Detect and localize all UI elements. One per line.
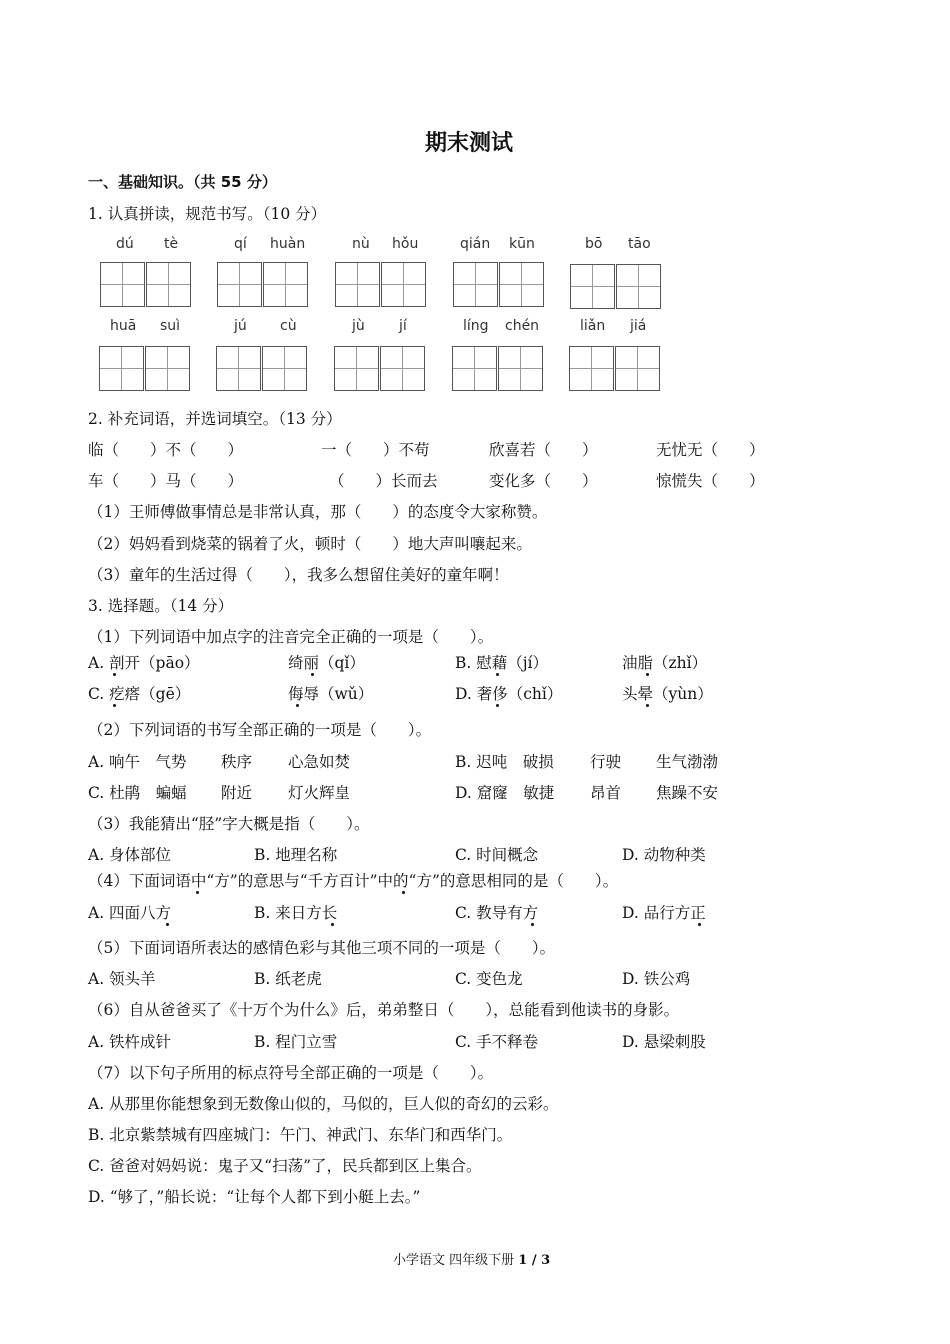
idiom-blank[interactable]: 欣喜若（ ）	[489, 441, 598, 459]
writing-box[interactable]	[499, 262, 544, 307]
choice-option: 昂首	[590, 784, 622, 802]
choice-option: 生气渤渤	[656, 753, 719, 771]
choice-option[interactable]: B. 来日方长	[254, 904, 338, 922]
writing-box[interactable]	[335, 262, 380, 307]
choice-option[interactable]: B. 慰藉（jí）	[455, 654, 549, 672]
pinyin-label: nù	[352, 236, 370, 252]
sub-question-stem: （3）我能猜出“胫”字大概是指（ ）。	[88, 815, 370, 833]
pinyin-label: jí	[399, 318, 407, 334]
pinyin-label: qí	[234, 236, 247, 252]
idiom-blank[interactable]: （ ）长而去	[329, 472, 438, 490]
choice-option: 焦躁不安	[656, 784, 719, 802]
choice-option[interactable]: A. 响午 气势	[88, 753, 187, 771]
writing-box[interactable]	[569, 346, 614, 391]
writing-box[interactable]	[615, 346, 660, 391]
writing-box[interactable]	[334, 346, 379, 391]
page-number: 1 / 3	[518, 1253, 551, 1268]
writing-box[interactable]	[216, 346, 261, 391]
writing-box[interactable]	[262, 346, 307, 391]
choice-option[interactable]: C. 教导有方	[455, 904, 539, 922]
choice-option: 行驶	[590, 753, 622, 771]
sub-question-stem: （7）以下句子所用的标点符号全部正确的一项是（ ）。	[88, 1064, 494, 1082]
emphasis-dot	[531, 923, 534, 926]
page-title: 期末测试	[425, 131, 514, 156]
pinyin-label: huàn	[270, 236, 306, 252]
emphasis-dot	[113, 673, 116, 676]
emphasis-dot	[196, 891, 199, 894]
idiom-blank[interactable]: 车（ ）马（ ）	[88, 472, 244, 490]
question-3-heading: 3. 选择题。（14 分）	[88, 597, 234, 615]
choice-option[interactable]: D. 动物种类	[622, 846, 706, 864]
choice-option[interactable]: B. 程门立雪	[254, 1033, 338, 1051]
choice-option: 附近	[221, 784, 253, 802]
choice-option: 油脂（zhǐ）	[622, 654, 708, 672]
writing-box[interactable]	[452, 346, 497, 391]
choice-option[interactable]: C. 爸爸对妈妈说：鬼子又“扫荡”了，民兵都到区上集合。	[88, 1157, 482, 1175]
writing-box[interactable]	[99, 346, 144, 391]
question-1-heading: 1. 认真拼读，规范书写。（10 分）	[88, 205, 327, 223]
emphasis-dot	[402, 891, 405, 894]
choice-option[interactable]: B. 地理名称	[254, 846, 338, 864]
pinyin-label: hǒu	[392, 236, 419, 252]
writing-box[interactable]	[146, 262, 191, 307]
pinyin-label: liǎn	[580, 318, 606, 334]
pinyin-label: líng	[463, 318, 489, 334]
choice-option[interactable]: A. 身体部位	[88, 846, 172, 864]
idiom-blank[interactable]: 变化多（ ）	[489, 472, 598, 490]
choice-option: 绮丽（qǐ）	[288, 654, 365, 672]
pinyin-label: suì	[160, 318, 181, 334]
pinyin-label: qián	[460, 236, 491, 252]
choice-option[interactable]: C. 变色龙	[455, 970, 523, 988]
choice-option[interactable]: B. 北京紫禁城有四座城门：午门、神武门、东华门和西华门。	[88, 1126, 513, 1144]
emphasis-dot	[311, 673, 314, 676]
choice-option[interactable]: C. 杜鹃 蝙蝠	[88, 784, 187, 802]
choice-option: 侮辱（wǔ）	[288, 685, 374, 703]
choice-option[interactable]: C. 疙瘩（gē）	[88, 685, 191, 703]
pinyin-label: cù	[280, 318, 297, 334]
idiom-blank[interactable]: 无忧无（ ）	[656, 441, 765, 459]
sub-question-stem: （2）下列词语的书写全部正确的一项是（ ）。	[88, 721, 432, 739]
emphasis-dot	[113, 704, 116, 707]
choice-option: 头晕（yùn）	[622, 685, 713, 703]
emphasis-dot	[296, 704, 299, 707]
sub-question-stem: （4）下面词语中“方”的意思与“千方百计”中的“方”的意思相同的是（ ）。	[88, 872, 619, 890]
choice-option: 灯火辉皇	[288, 784, 351, 802]
pinyin-label: huā	[110, 318, 137, 334]
section-heading: 一、基础知识。（共 55 分）	[88, 173, 277, 191]
writing-box[interactable]	[380, 346, 425, 391]
choice-option[interactable]: D. 品行方正	[622, 904, 706, 922]
emphasis-dot	[698, 923, 701, 926]
idiom-blank[interactable]: 临（ ）不（ ）	[88, 441, 244, 459]
choice-option[interactable]: A. 从那里你能想象到无数像山似的，马似的，巨人似的奇幻的云彩。	[88, 1095, 559, 1113]
pinyin-label: jù	[352, 318, 365, 334]
sub-question-stem: （6）自从爸爸买了《十万个为什么》后，弟弟整日（ ），总能看到他读书的身影。	[88, 1001, 680, 1019]
emphasis-dot	[166, 923, 169, 926]
choice-option[interactable]: A. 领头羊	[88, 970, 156, 988]
emphasis-dot	[646, 673, 649, 676]
writing-box[interactable]	[498, 346, 543, 391]
choice-option[interactable]: D. “够了，”船长说：“让每个人都下到小艇上去。”	[88, 1188, 421, 1206]
sub-question-stem: （5）下面词语所表达的感情色彩与其他三项不同的一项是（ ）。	[88, 939, 556, 957]
pinyin-label: bō	[585, 236, 603, 252]
emphasis-dot	[331, 923, 334, 926]
writing-box[interactable]	[263, 262, 308, 307]
fill-sentence[interactable]: （3）童年的生活过得（ ），我多么想留住美好的童年啊！	[88, 566, 509, 584]
sub-question-stem: （1）下列词语中加点字的注音完全正确的一项是（ ）。	[88, 628, 494, 646]
choice-option[interactable]: B. 纸老虎	[254, 970, 322, 988]
choice-option[interactable]: B. 迟吨 破损	[455, 753, 554, 771]
writing-box[interactable]	[381, 262, 426, 307]
pinyin-label: chén	[505, 318, 540, 334]
choice-option: 心急如焚	[288, 753, 351, 771]
choice-option[interactable]: C. 手不释卷	[455, 1033, 539, 1051]
idiom-blank[interactable]: 一（ ）不苟	[321, 441, 430, 459]
writing-box[interactable]	[100, 262, 145, 307]
choice-option: 秩序	[221, 753, 253, 771]
pinyin-label: tāo	[628, 236, 651, 252]
choice-option[interactable]: A. 剖开（pāo）	[88, 654, 200, 672]
footer-text: 小学语文 四年级下册	[393, 1253, 515, 1268]
question-2-heading: 2. 补充词语，并选词填空。（13 分）	[88, 410, 342, 428]
emphasis-dot	[496, 673, 499, 676]
emphasis-dot	[496, 704, 499, 707]
choice-option[interactable]: D. 悬梁刺股	[622, 1033, 706, 1051]
page-footer	[393, 1249, 550, 1268]
choice-option[interactable]: A. 四面八方	[88, 904, 172, 922]
writing-box[interactable]	[145, 346, 190, 391]
choice-option[interactable]: A. 铁杵成针	[88, 1033, 172, 1051]
choice-option[interactable]: D. 窟窿 敏捷	[455, 784, 555, 802]
writing-box[interactable]	[453, 262, 498, 307]
fill-sentence[interactable]: （2）妈妈看到烧菜的锅着了火，顿时（ ）地大声叫嚷起来。	[88, 535, 532, 553]
idiom-blank[interactable]: 惊慌失（ ）	[656, 472, 765, 490]
emphasis-dot	[646, 704, 649, 707]
pinyin-label: dú	[116, 236, 134, 252]
choice-option[interactable]: C. 时间概念	[455, 846, 539, 864]
writing-box[interactable]	[616, 264, 661, 309]
choice-option[interactable]: D. 奢侈（chǐ）	[455, 685, 563, 703]
pinyin-label: tè	[164, 236, 179, 252]
pinyin-label: jiá	[630, 318, 647, 334]
writing-box[interactable]	[217, 262, 262, 307]
fill-sentence[interactable]: （1）王师傅做事情总是非常认真，那（ ）的态度令大家称赞。	[88, 503, 548, 521]
pinyin-label: kūn	[509, 236, 535, 252]
writing-box[interactable]	[570, 264, 615, 309]
pinyin-label: jú	[234, 318, 247, 334]
choice-option[interactable]: D. 铁公鸡	[622, 970, 691, 988]
